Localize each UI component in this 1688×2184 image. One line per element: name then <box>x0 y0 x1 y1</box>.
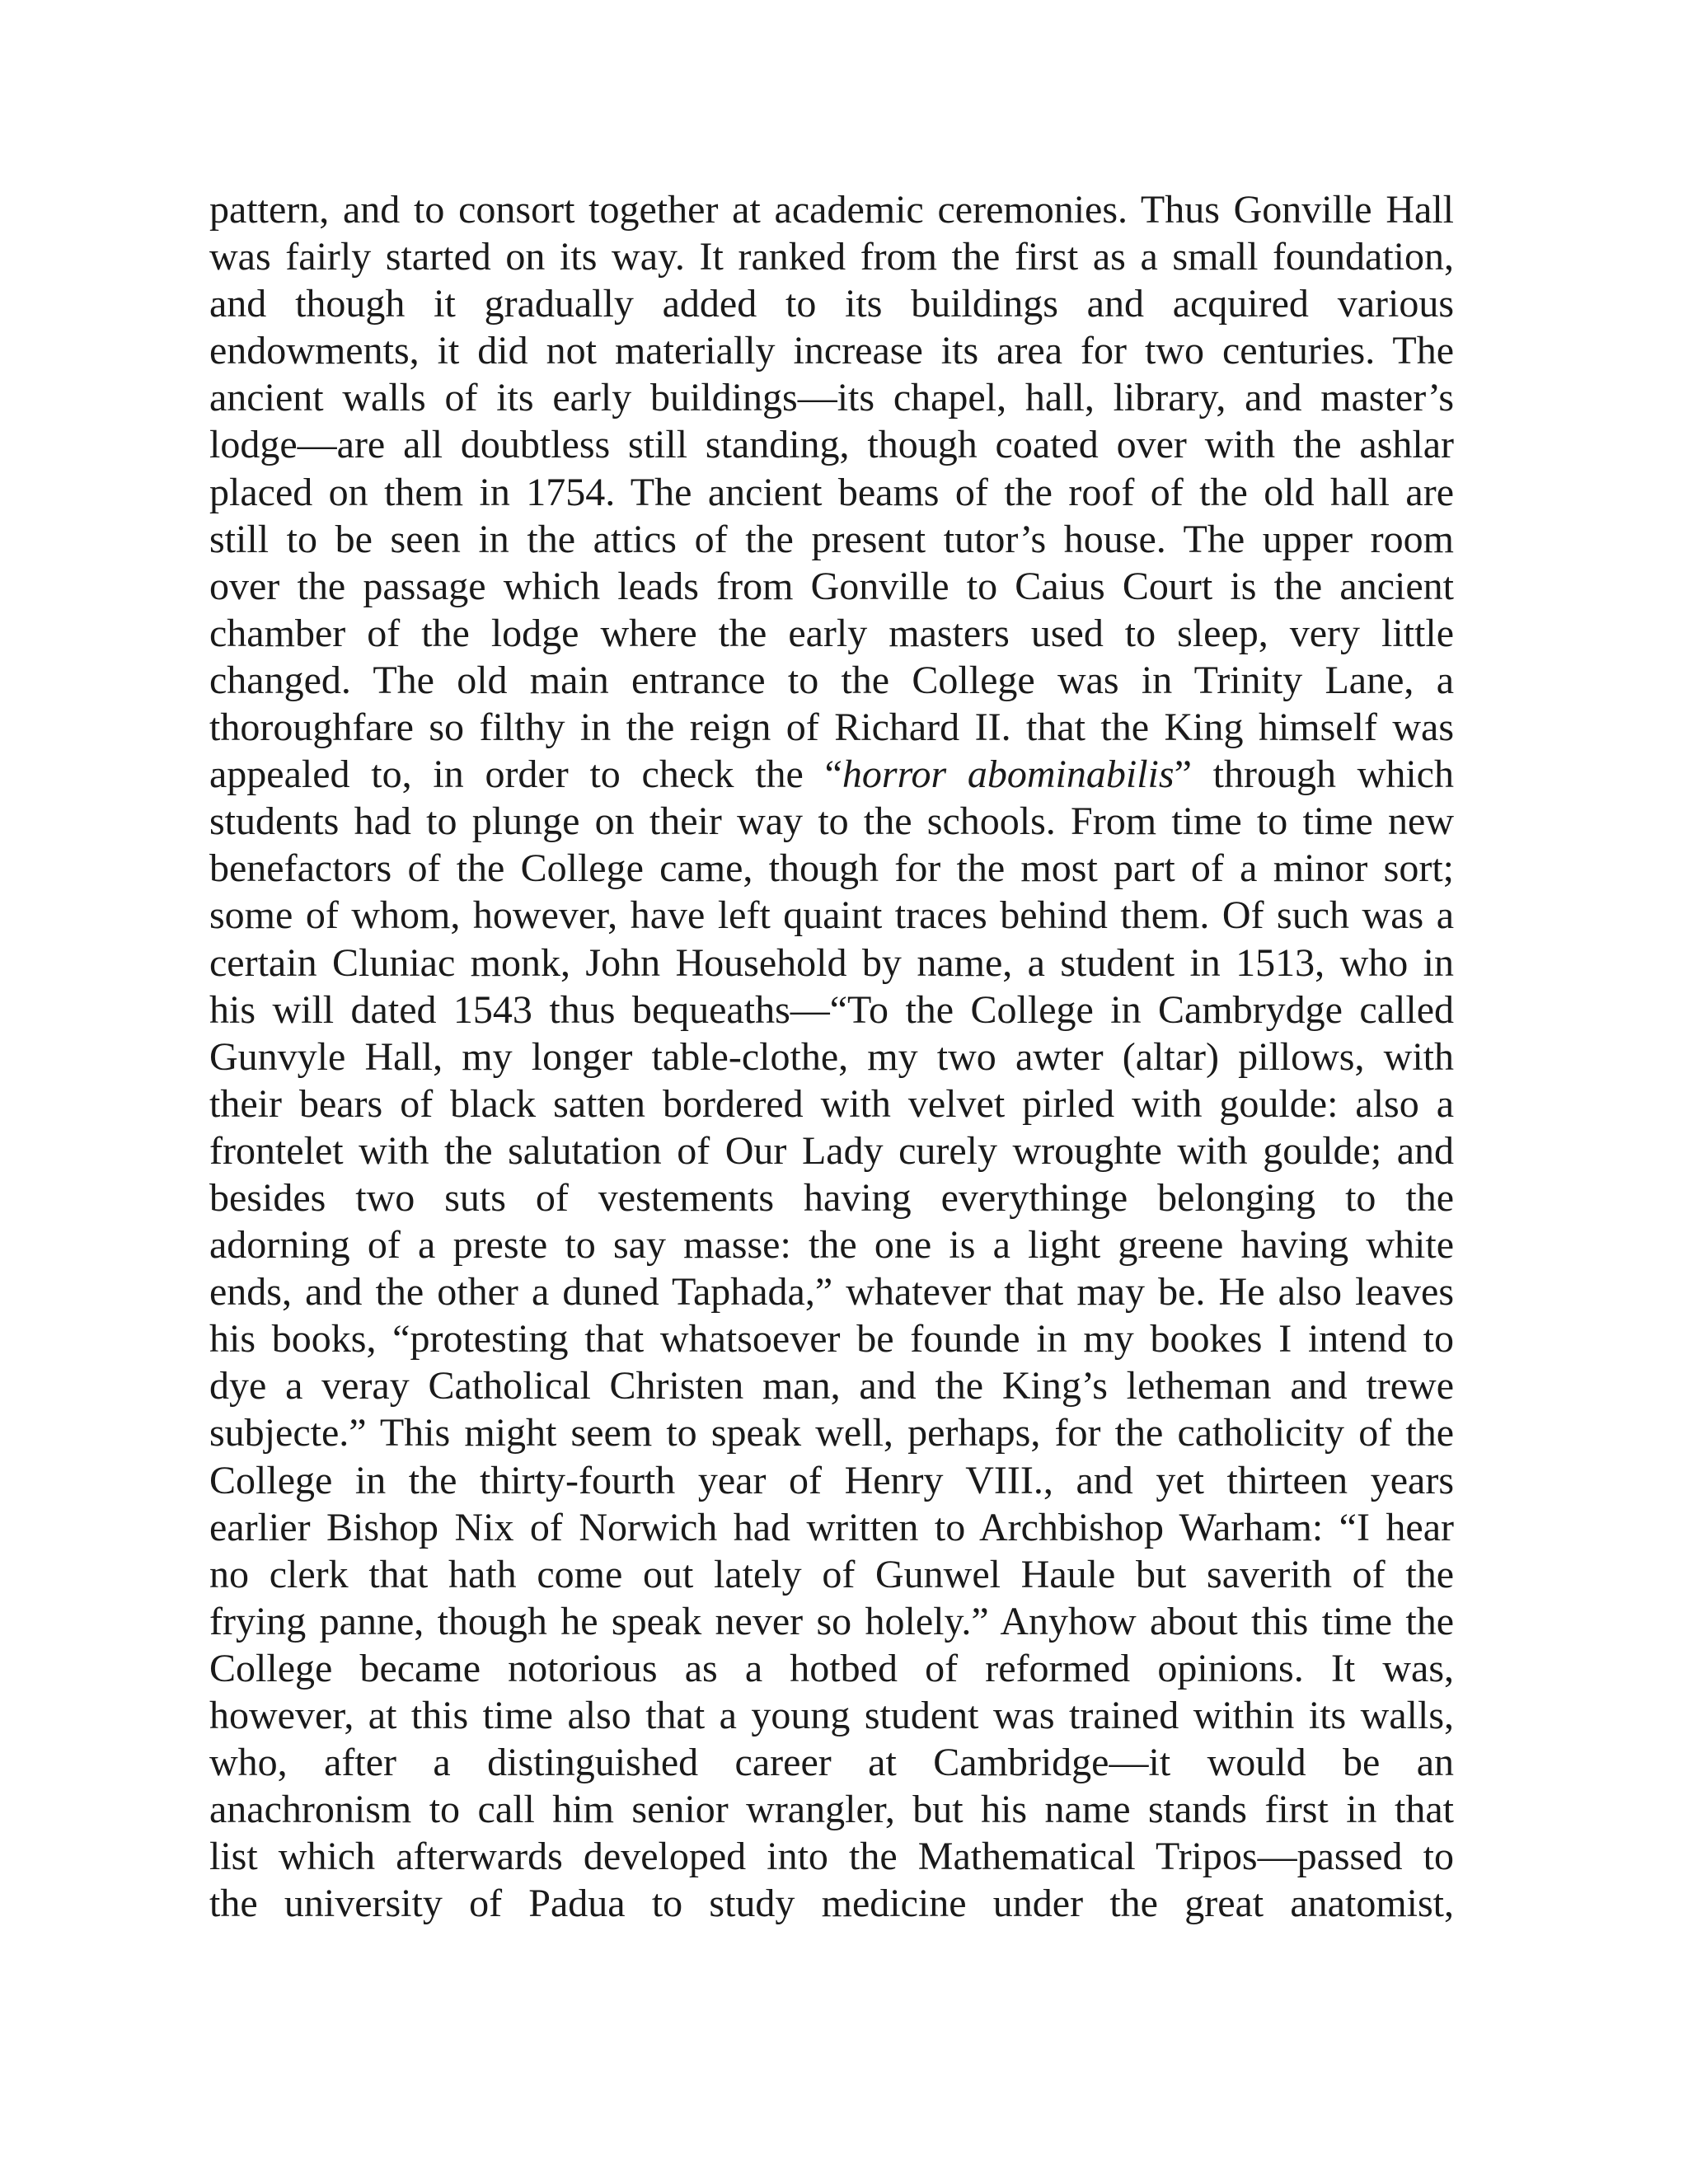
italic-phrase: horror abominabilis <box>842 752 1175 797</box>
text-line: anachronism to call him senior wrangler, but his name stands first in that <box>209 1788 1454 1832</box>
text-line: still to be seen in the attics of the present tutor’s house. The upper room <box>209 517 1454 561</box>
text-line: frying panne, though he speak never so holely.” Anyhow about this time the <box>209 1599 1454 1643</box>
body-text <box>209 186 1454 1927</box>
text-line: the university of Padua to study medicine under the great anatomist, <box>209 1882 1454 1926</box>
text-line: students had to plunge on their way to the schools. From time to time new <box>209 799 1454 844</box>
text-line: ancient walls of its early buildings—its chapel, hall, library, and master’s <box>209 376 1454 420</box>
text-line: lodge—are all doubtless still standing, though coated over with the ashlar <box>209 423 1454 467</box>
text-segment: ” through which <box>1174 752 1454 797</box>
text-line: adorning of a preste to say masse: the one is a light greene having white <box>209 1223 1454 1268</box>
text-line: College in the thirty-fourth year of Henry VIII., and yet thirteen years <box>209 1458 1454 1502</box>
text-line: some of whom, however, have left quaint traces behind them. Of such was a <box>209 893 1454 938</box>
text-line: certain Cluniac monk, John Household by name, a student in 1513, who in <box>209 940 1454 985</box>
text-line-with-italic <box>209 751 1454 798</box>
text-line: ends, and the other a duned Taphada,” whatever that may be. He also leaves <box>209 1270 1454 1315</box>
text-line: who, after a distinguished career at Cambridge—it would be an <box>209 1741 1454 1785</box>
text-line: however, at this time also that a young student was trained within its walls, <box>209 1694 1454 1737</box>
text-line: thoroughfare so filthy in the reign of Richard II. that the King himself was <box>209 705 1454 750</box>
text-line: his books, “protesting that whatsoever be founde in my bookes I intend to <box>209 1317 1454 1361</box>
text-line: besides two suts of vestements having everythinge belonging to the <box>209 1175 1454 1220</box>
text-line: no clerk that hath come out lately of Gunwel Haule but saverith of the <box>209 1552 1454 1596</box>
text-line: subjecte.” This might seem to speak well, perhaps, for the catholicity of the <box>209 1411 1454 1455</box>
text-line: benefactors of the College came, though for the most part of a minor sort; <box>209 846 1454 891</box>
text-line: earlier Bishop Nix of Norwich had written to Archbishop Warham: “I hear <box>209 1505 1454 1549</box>
text-line: frontelet with the salutation of Our Lady curely wroughte with goulde; and <box>209 1128 1454 1173</box>
text-line: chamber of the lodge where the early masters used to sleep, very little <box>209 611 1454 655</box>
text-line: endowments, it did not materially increase its area for two centuries. The <box>209 329 1454 373</box>
text-line: over the passage which leads from Gonville to Caius Court is the ancient <box>209 564 1454 608</box>
text-line: Gunvyle Hall, my longer table-clothe, my two awter (altar) pillows, with <box>209 1034 1454 1079</box>
text-segment: appealed to, in order to check the “ <box>209 752 842 797</box>
text-line: was fairly started on its way. It ranked from the first as a small foundation, <box>209 235 1454 279</box>
text-line: dye a veray Catholical Christen man, and the King’s letheman and trewe <box>209 1364 1454 1408</box>
text-line: placed on them in 1754. The ancient beams of the roof of the old hall are <box>209 470 1454 514</box>
text-line: and though it gradually added to its buildings and acquired various <box>209 282 1454 326</box>
text-line: College became notorious as a hotbed of reformed opinions. It was, <box>209 1646 1454 1690</box>
text-line: his will dated 1543 thus bequeaths—“To the College in Cambrydge called <box>209 987 1454 1032</box>
text-line: pattern, and to consort together at academic ceremonies. Thus Gonville Hall <box>209 188 1454 232</box>
text-line: list which afterwards developed into the Mathematical Tripos—passed to <box>209 1835 1454 1879</box>
text-line: changed. The old main entrance to the College was in Trinity Lane, a <box>209 658 1454 702</box>
text-line: their bears of black satten bordered with velvet pirled with goulde: also a <box>209 1081 1454 1126</box>
